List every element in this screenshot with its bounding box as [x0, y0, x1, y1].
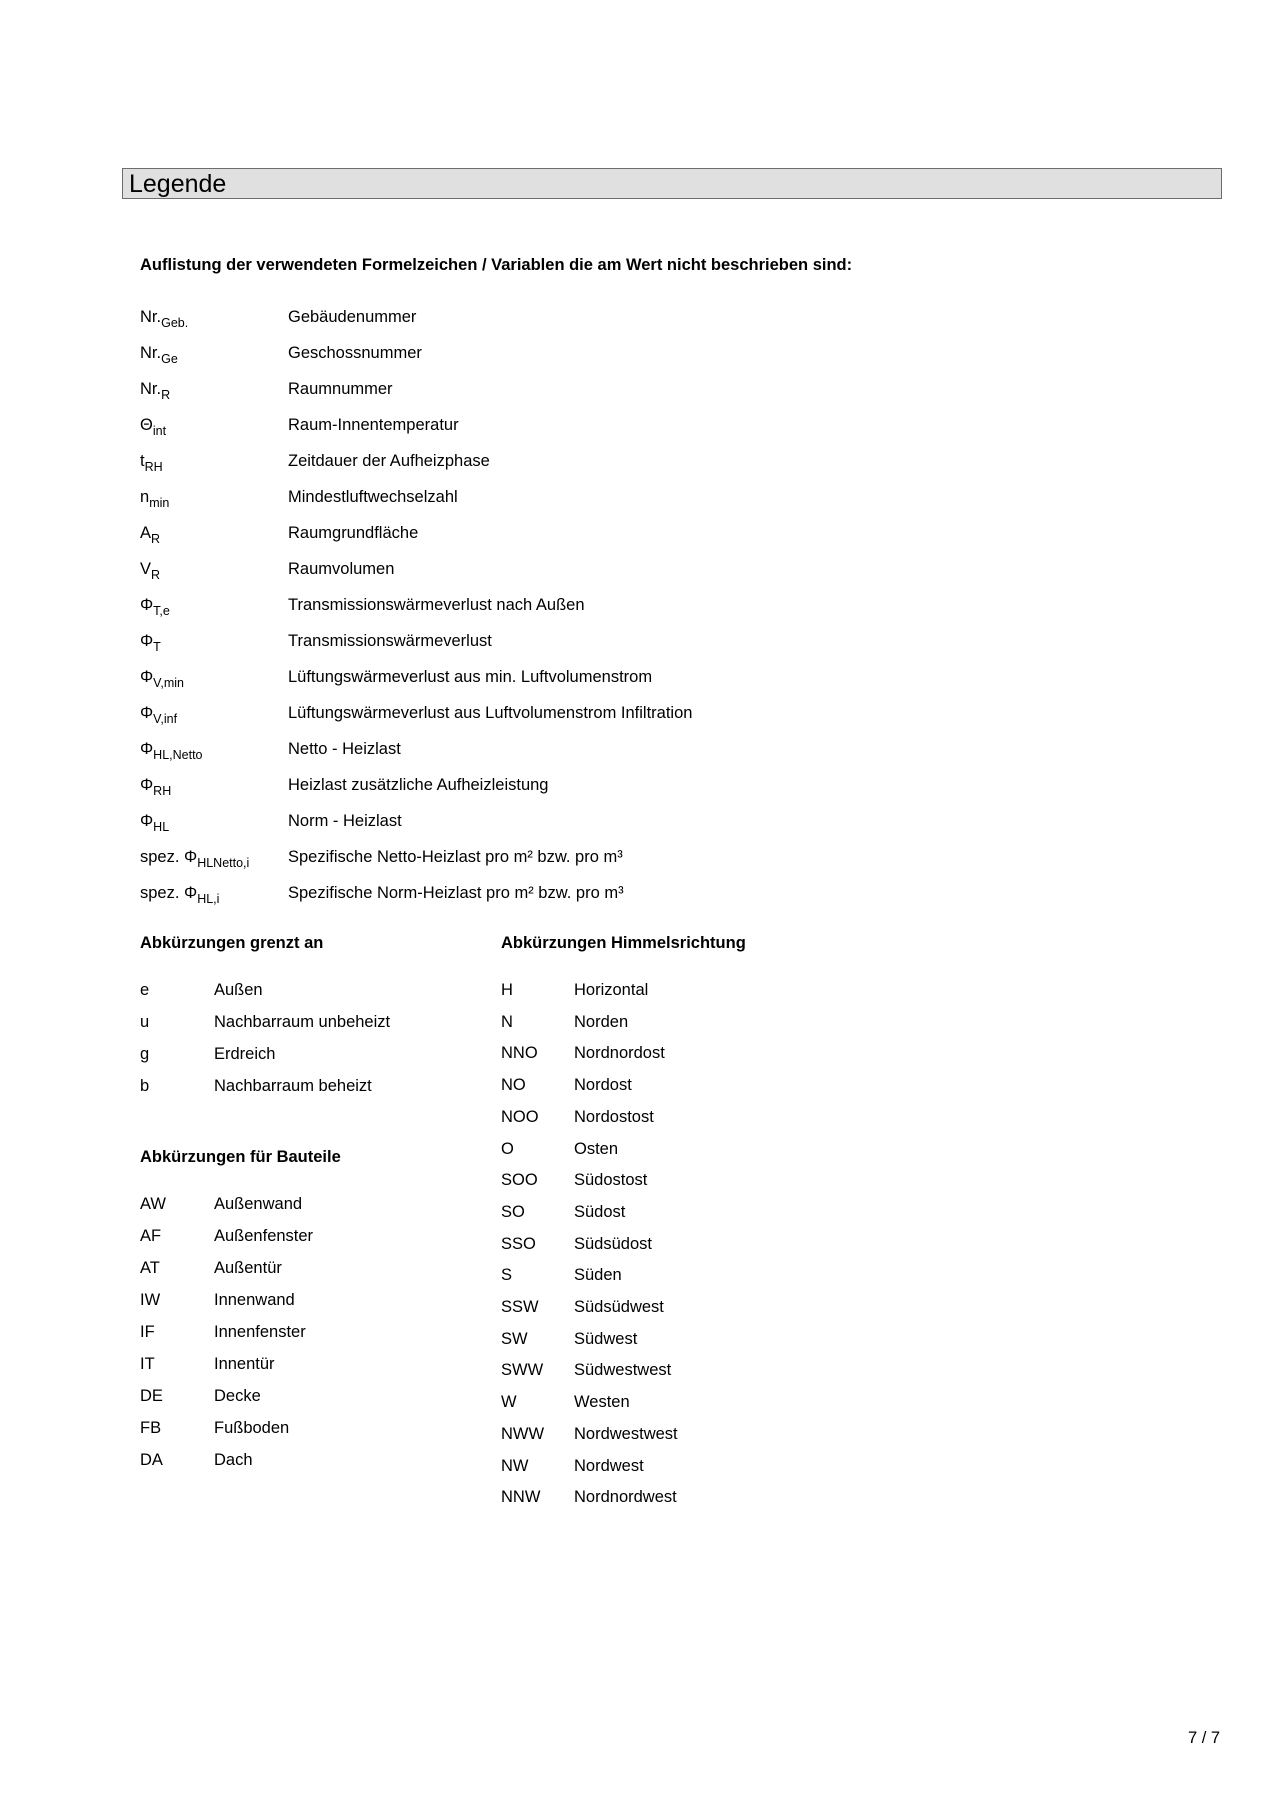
abbreviation-code: SWW: [501, 1361, 544, 1380]
symbol-subscript: RH: [153, 784, 172, 798]
abbreviation-meaning: Süden: [574, 1266, 622, 1285]
abbreviation-meaning: Osten: [574, 1139, 619, 1158]
abbreviation-meaning: Außenwand: [214, 1195, 303, 1213]
abbreviation-meaning: Nordwestwest: [574, 1424, 678, 1443]
abbreviation-code: u: [140, 1013, 150, 1031]
abbreviation-meaning: Nachbarraum unbeheizt: [214, 1013, 391, 1031]
abbreviation-meaning: Nordwest: [574, 1456, 644, 1475]
abbreviation-meaning: Nordostost: [574, 1107, 654, 1126]
symbol-description: Raumnummer: [288, 380, 393, 398]
symbol: [140, 344, 178, 366]
symbol-subscript: HL,Netto: [153, 748, 203, 762]
symbol-subscript: V,inf: [153, 712, 178, 726]
abbreviation-code: H: [501, 981, 513, 999]
symbol-base: Φ: [140, 668, 154, 686]
symbol: [140, 812, 170, 834]
symbol: [140, 668, 184, 690]
abbreviation-meaning: Nordost: [574, 1076, 632, 1095]
abbreviation-code: IF: [140, 1323, 155, 1341]
symbol-base: V: [140, 560, 152, 578]
symbol-subscript: int: [152, 424, 167, 438]
symbol: [140, 884, 220, 906]
symbol-subscript: RH: [144, 460, 163, 474]
symbol-description: Raum-Innentemperatur: [288, 416, 459, 434]
abbreviation-code: SSO: [501, 1234, 536, 1253]
symbol-base: Φ: [140, 704, 154, 722]
abbreviation-code: N: [501, 1012, 513, 1031]
bauteile-title: Abkürzungen für Bauteile: [140, 1148, 341, 1166]
abbreviation-code: NNO: [501, 1044, 538, 1063]
abbreviation-code: SO: [501, 1202, 525, 1221]
legend-title: Legende: [129, 170, 227, 198]
abbreviation-meaning: Norden: [574, 1012, 629, 1031]
abbreviation-meaning: Dach: [214, 1451, 253, 1469]
himmelsrichtung-title: Abkürzungen Himmelsrichtung: [501, 934, 746, 952]
legend-header: [122, 168, 1222, 199]
abbreviation-meaning: Horizontal: [574, 981, 649, 999]
symbol: [140, 560, 161, 582]
symbol: [140, 632, 161, 654]
symbol: [140, 740, 203, 762]
abbreviation-code: S: [501, 1266, 513, 1285]
symbol-description: Transmissionswärmeverlust: [288, 632, 492, 650]
symbol-base: spez. Φ: [140, 848, 198, 866]
abbreviation-code: NW: [501, 1456, 529, 1475]
symbol: [140, 308, 189, 330]
abbreviation-meaning: Decke: [214, 1387, 261, 1405]
symbol-description: Spezifische Norm-Heizlast pro m² bzw. pro m³: [288, 884, 624, 902]
abbreviation-code: NOO: [501, 1107, 539, 1126]
abbreviation-code: NWW: [501, 1424, 545, 1443]
symbol-base: Φ: [140, 740, 154, 758]
symbol-subscript: R: [151, 532, 161, 546]
symbol-description: Zeitdauer der Aufheizphase: [288, 452, 490, 470]
symbol-base: n: [140, 488, 150, 506]
abbreviation-code: AW: [140, 1195, 166, 1213]
symbol-description: Mindestluftwechselzahl: [288, 488, 458, 506]
abbreviation-code: SW: [501, 1329, 528, 1348]
abbreviation-code: AT: [140, 1259, 160, 1277]
symbol-description: Geschossnummer: [288, 344, 422, 362]
abbreviation-meaning: Fußboden: [214, 1419, 290, 1437]
abbreviation-code: DA: [140, 1451, 163, 1469]
symbol-subscript: V,min: [153, 676, 184, 690]
abbreviation-code: FB: [140, 1419, 162, 1437]
symbol-description: Raumvolumen: [288, 560, 395, 578]
symbol-base: Nr.: [140, 308, 162, 326]
symbol-base: t: [140, 452, 145, 470]
symbol: [140, 488, 170, 510]
symbol-description: Raumgrundfläche: [288, 524, 419, 542]
abbreviation-code: IW: [140, 1291, 161, 1309]
abbreviation-meaning: Nachbarraum beheizt: [214, 1077, 372, 1095]
abbreviation-code: NNW: [501, 1488, 541, 1507]
abbreviation-code: SOO: [501, 1171, 538, 1190]
symbol-description: Lüftungswärmeverlust aus min. Luftvolumenstrom: [288, 668, 653, 686]
symbol-subscript: Geb.: [161, 316, 189, 330]
symbol-base: spez. Φ: [140, 884, 198, 902]
abbreviation-meaning: Südwest: [574, 1329, 638, 1348]
symbol-description: Heizlast zusätzliche Aufheizleistung: [288, 776, 549, 794]
symbol: [140, 704, 178, 726]
abbreviation-meaning: Innenwand: [214, 1291, 295, 1309]
symbol: [140, 416, 167, 438]
symbol-subscript: R: [161, 388, 171, 402]
grenzt-an-title: Abkürzungen grenzt an: [140, 934, 324, 952]
symbol-base: Φ: [140, 632, 154, 650]
abbreviation-code: g: [140, 1045, 150, 1063]
abbreviation-code: b: [140, 1077, 150, 1095]
abbreviation-code: NO: [501, 1076, 526, 1095]
abbreviation-meaning: Außentür: [214, 1259, 282, 1277]
symbol-subscript: T: [153, 640, 161, 654]
abbreviation-code: DE: [140, 1387, 163, 1405]
symbol-subscript: HLNetto,i: [197, 856, 250, 870]
symbol-subscript: R: [151, 568, 161, 582]
abbreviation-meaning: Nordnordwest: [574, 1488, 677, 1507]
symbol-subscript: HL: [153, 820, 170, 834]
symbol-subscript: HL,i: [197, 892, 220, 906]
symbol-base: A: [140, 524, 152, 542]
symbol-base: Φ: [140, 812, 154, 830]
symbols-intro: Auflistung der verwendeten Formelzeichen / Variablen die am Wert nicht beschrieben sind:: [140, 256, 853, 274]
abbreviation-meaning: Außen: [214, 981, 263, 999]
symbol: [140, 596, 170, 618]
abbreviation-meaning: Westen: [574, 1393, 630, 1412]
symbol: [140, 380, 171, 402]
abbreviation-meaning: Südsüdost: [574, 1234, 652, 1253]
symbol-base: Nr.: [140, 344, 162, 362]
symbol-description: Netto - Heizlast: [288, 740, 401, 758]
symbol: [140, 524, 161, 546]
abbreviation-code: IT: [140, 1355, 155, 1373]
symbol-base: Φ: [140, 776, 154, 794]
abbreviation-meaning: Südost: [574, 1202, 626, 1221]
symbol-base: Nr.: [140, 380, 162, 398]
abbreviation-code: O: [501, 1139, 514, 1158]
symbol: [140, 848, 250, 870]
abbreviation-meaning: Innentür: [214, 1355, 275, 1373]
symbol-description: Gebäudenummer: [288, 308, 417, 326]
abbreviation-meaning: Südsüdwest: [574, 1298, 664, 1316]
abbreviation-meaning: Erdreich: [214, 1045, 276, 1063]
symbol-base: Φ: [140, 596, 154, 614]
abbreviation-code: W: [501, 1393, 517, 1412]
symbol-description: Transmissionswärmeverlust nach Außen: [288, 596, 585, 614]
abbreviation-meaning: Außenfenster: [214, 1227, 314, 1245]
symbol-subscript: Ge: [161, 352, 178, 366]
abbreviation-meaning: Südwestwest: [574, 1361, 672, 1380]
abbreviation-code: e: [140, 981, 150, 999]
symbol-description: Norm - Heizlast: [288, 812, 402, 830]
abbreviation-meaning: Nordnordost: [574, 1044, 665, 1063]
symbol-description: Lüftungswärmeverlust aus Luftvolumenstrom Infiltration: [288, 704, 693, 722]
symbol-subscript: min: [149, 496, 170, 510]
symbol-base: Θ: [140, 416, 153, 434]
symbol: [140, 452, 163, 474]
symbol-description: Spezifische Netto-Heizlast pro m² bzw. pro m³: [288, 848, 623, 866]
abbreviation-code: SSW: [501, 1298, 539, 1316]
abbreviation-code: AF: [140, 1227, 162, 1245]
abbreviation-meaning: Innenfenster: [214, 1323, 306, 1341]
symbol-subscript: T,e: [153, 604, 170, 618]
page-number: 7 / 7: [1188, 1729, 1221, 1747]
abbreviation-meaning: Südostost: [574, 1171, 648, 1190]
symbol: [140, 776, 172, 798]
